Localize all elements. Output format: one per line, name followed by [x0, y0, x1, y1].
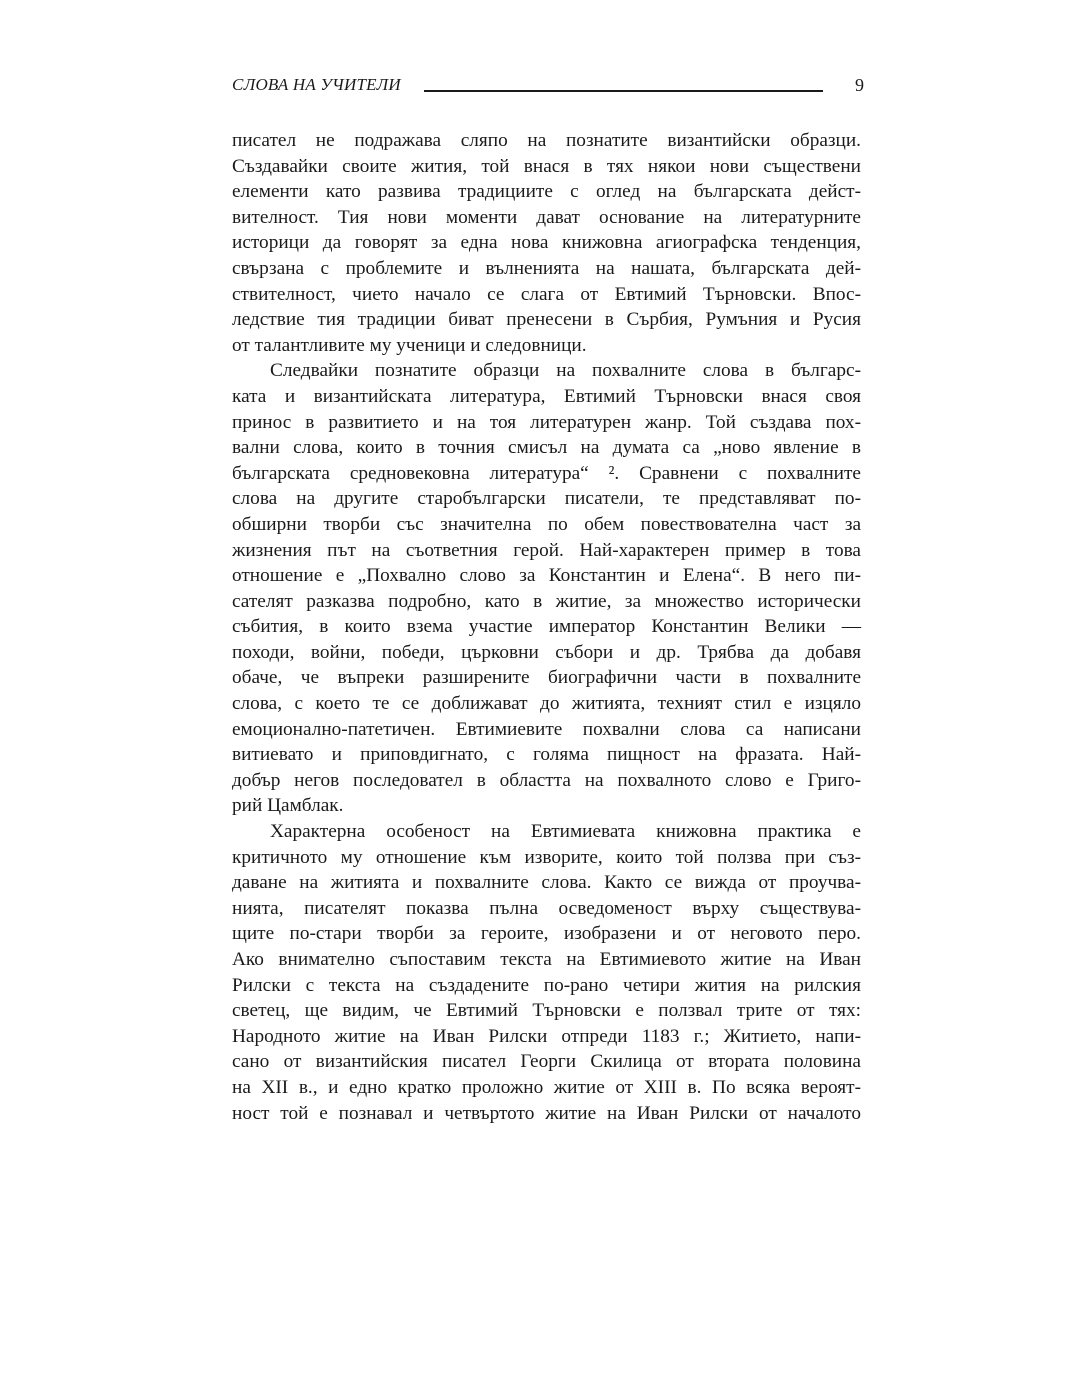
text-line: вителност. Тия нови моменти дават основание на литературните: [232, 206, 861, 228]
text-line: вални слова, които в точния смисъл на думата са „ново явление в: [232, 437, 861, 459]
text-line: емоционално-патетичен. Евтимиевите похвални слова са написани: [232, 718, 861, 740]
text-line: историци да говорят за една нова книжовна агиографска тенденция,: [232, 232, 861, 254]
text-line: от талантливите му ученици и следовници.: [232, 334, 587, 356]
text-line: сателят разказва подробно, като в житие, за множество исторически: [232, 590, 861, 612]
text-line: елементи като развива традициите с оглед на българската дейст-: [232, 181, 861, 203]
text-line: ствителност, чието начало се слага от Евтимий Търновски. Впос-: [232, 283, 861, 305]
running-header: [232, 74, 864, 100]
text-line: сано от византийския писател Георги Скилица от втората половина: [232, 1051, 861, 1073]
text-line: Ако внимателно съпоставим текста на Евтимиевото житие на Иван: [232, 949, 861, 970]
text-line: събития, в които взема участие император Константин Велики —: [232, 616, 861, 638]
text-line: рий Цамблак.: [232, 795, 344, 817]
text-line: Рилски с текста на създадените по-рано четири жития на рилския: [232, 974, 861, 996]
text-line: обаче, че въпреки разширените биографични части в похвалните: [232, 667, 861, 689]
text-line: Народното житие на Иван Рилски отпреди 1183 г.; Житието, напи-: [232, 1025, 861, 1047]
text-line: писател не подражава сляпо на познатите византийски образци.: [232, 130, 861, 151]
text-line: светец, ще видим, че Евтимий Търновски е ползвал трите от тях:: [232, 1000, 861, 1022]
running-title: СЛОВА НА УЧИТЕЛИ: [232, 75, 401, 94]
page-number: 9: [855, 75, 864, 95]
text-line: витиевато и приповдигнато, с голяма пищност на фразата. Най-: [232, 744, 861, 766]
text-line: обширни творби със значителна по обем повествователна част за: [232, 513, 861, 535]
text-line: критичното му отношение към изворите, които той ползва при съз-: [232, 846, 861, 868]
text-line: слова на другите старобългарски писатели, те представляват по-: [232, 488, 861, 510]
text-line: слова, с което те се доближават до житията, техният стил е изцяло: [232, 693, 861, 715]
body-text: [232, 128, 861, 1126]
text-line: отношение е „Похвално слово за Константин и Елена“. В него пи-: [232, 565, 861, 587]
text-line: принос в развитието и на тоя литературен жанр. Той създава пох-: [232, 411, 861, 433]
text-line: Характерна особеност на Евтимиевата книжовна практика е: [270, 821, 861, 843]
text-line: щите по-стари творби за героите, изобразени и от неговото перо.: [232, 923, 861, 945]
text-line: ката и византийската литература, Евтимий Търновски внася своя: [232, 385, 861, 407]
text-line: на XII в., и едно кратко проложно житие от XIII в. По всяка вероят-: [232, 1076, 861, 1098]
text-line: жизнения път на съответния герой. Най-характерен пример в това: [232, 539, 861, 561]
text-line: добър негов последовател в областта на похвалното слово е Григо-: [232, 769, 861, 791]
text-line: българската средновековна литература“ ². Сравнени с похвалните: [232, 462, 861, 484]
header-rule: [424, 90, 823, 92]
text-line: ледствие тия традиции биват пренесени в Сърбия, Румъния и Русия: [232, 309, 861, 331]
text-line: даване на житията и похвалните слова. Както се вижда от проучва-: [232, 872, 861, 894]
text-line: нията, писателят показва пълна осведоменост върху съществува-: [232, 897, 861, 919]
text-line: Следвайки познатите образци на похвалните слова в българс-: [270, 360, 861, 382]
text-line: Създавайки своите жития, той внася в тях някои нови съществени: [232, 155, 861, 177]
text-line: ност той е познавал и четвъртото житие на Иван Рилски от началото: [232, 1102, 861, 1124]
text-line: походи, войни, победи, църковни събори и др. Трябва да добавя: [232, 641, 861, 663]
text-line: свързана с проблемите и вълненията на нашата, българската дей-: [232, 257, 861, 279]
